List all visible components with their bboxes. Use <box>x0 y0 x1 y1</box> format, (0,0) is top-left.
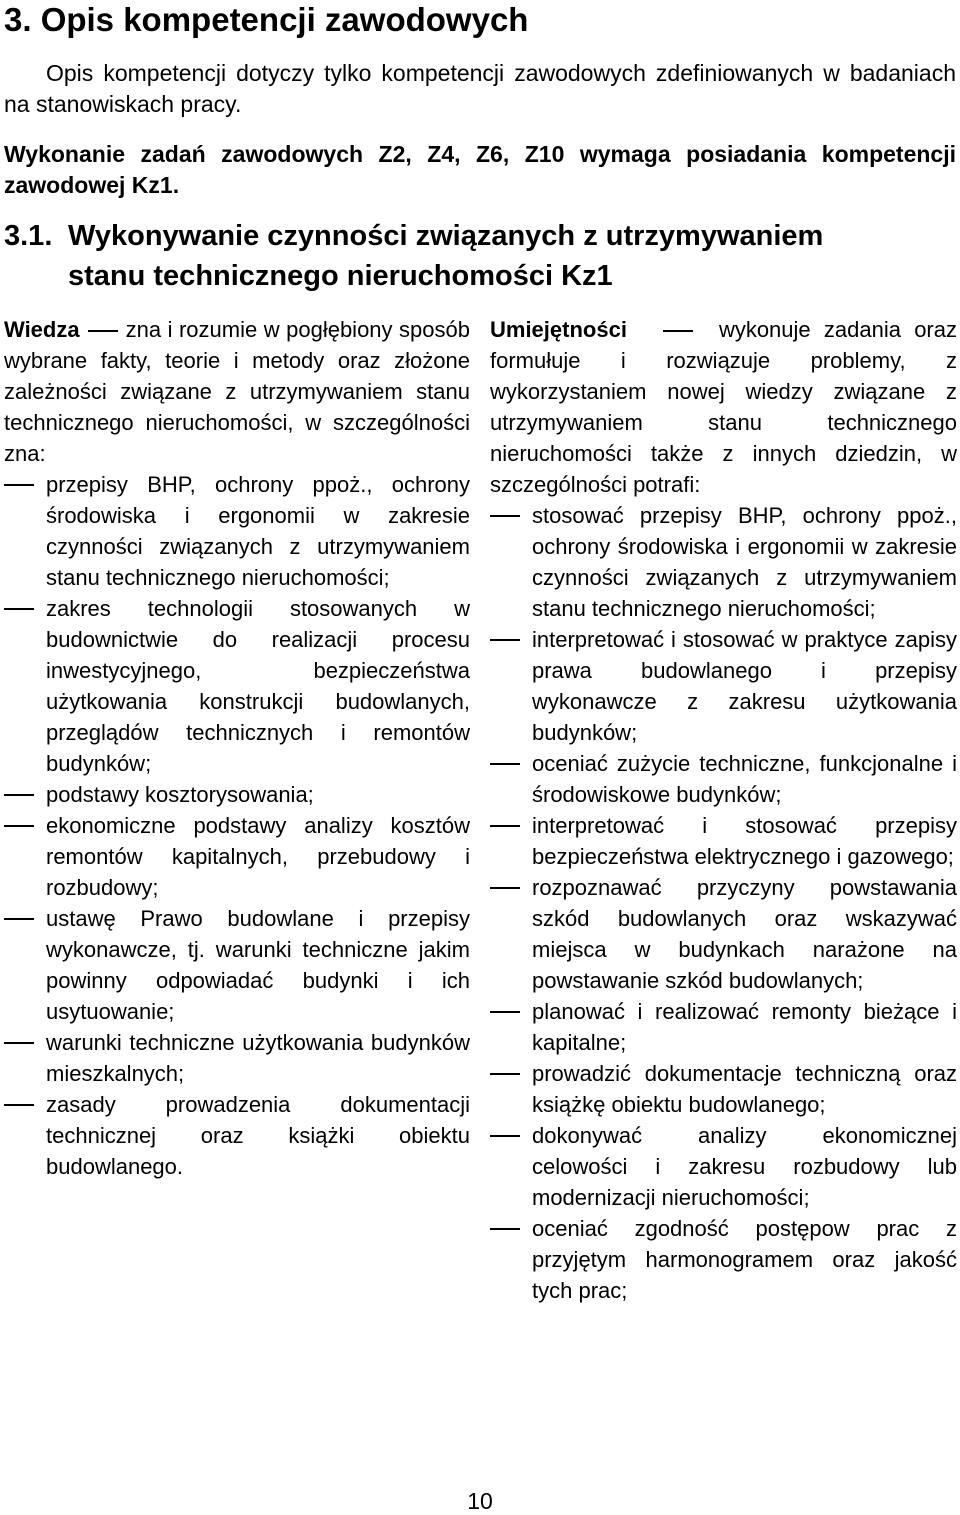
list-item <box>4 1089 470 1182</box>
dash-bullet-icon <box>490 1135 520 1137</box>
dash-bullet-icon <box>490 825 520 827</box>
dash-bullet-icon <box>4 1104 34 1106</box>
list-item <box>490 996 957 1058</box>
list-item <box>490 624 957 748</box>
dash-bullet-icon <box>4 794 34 796</box>
list-item <box>4 903 470 1027</box>
skills-list <box>490 500 957 1306</box>
list-item-text: planować i realizować remonty bieżące i kapitalne; <box>532 999 957 1055</box>
subsection-title-line1: Wykonywanie czynności związanych z utrzymywaniem <box>68 220 824 252</box>
list-item-text: ustawę Prawo budowlane i przepisy wykonawcze, tj. warunki techniczne jakim powinny odpowiadać budynki i ich usytuowanie; <box>46 906 470 1024</box>
list-item-text: rozpoznawać przyczyny powstawania szkód budowlanych oraz wskazywać miejsca w budynkach narażone na powstawanie szkód budowlanych; <box>532 875 957 993</box>
skills-intro-text: wykonuje zadania oraz formułuje i rozwiązuje problemy, z wykorzystaniem nowej wiedzy związane z utrzymywaniem stanu technicznego nieruchomości także z innych dziedzin, w szczególności potrafi: <box>490 317 957 497</box>
dash-bullet-icon <box>4 825 34 827</box>
dash-bullet-icon <box>490 1011 520 1013</box>
subsection-number: 3.1. <box>4 220 53 252</box>
list-item-text: ekonomiczne podstawy analizy kosztów remontów kapitalnych, przebudowy i rozbudowy; <box>46 813 470 900</box>
dash-bullet-icon <box>4 1042 34 1044</box>
list-item-text: prowadzić dokumentacje techniczną oraz książkę obiektu budowlanego; <box>532 1061 957 1117</box>
dash-bullet-icon <box>490 1073 520 1075</box>
list-item <box>4 1027 470 1089</box>
section-title: 3. Opis kompetencji zawodowych <box>4 1 529 38</box>
list-item <box>490 500 957 624</box>
intro-paragraph: Opis kompetencji dotyczy tylko kompetencji zawodowych zdefiniowanych w badaniach na stanowiskach pracy. <box>4 60 956 117</box>
knowledge-intro <box>4 314 470 469</box>
list-item <box>4 810 470 903</box>
knowledge-lead: Wiedza <box>4 317 80 342</box>
knowledge-intro-text: zna i rozumie w pogłębiony sposób wybrane fakty, teorie i metody oraz złożone zależności związane z utrzymywaniem stanu technicznego nieruchomości, w szczególności zna: <box>4 317 470 466</box>
page-number: 10 <box>467 1488 493 1514</box>
em-dash <box>88 330 118 332</box>
list-item <box>4 779 470 810</box>
list-item-text: interpretować i stosować w praktyce zapisy prawa budowlanego i przepisy wykonawcze z zakresu użytkowania budynków; <box>532 627 957 745</box>
skills-column <box>490 314 957 1306</box>
dash-bullet-icon <box>490 639 520 641</box>
list-item <box>490 748 957 810</box>
list-item-text: warunki techniczne użytkowania budynków mieszkalnych; <box>46 1030 470 1086</box>
list-item-text: interpretować i stosować przepisy bezpieczeństwa elektrycznego i gazowego; <box>532 813 957 869</box>
em-dash <box>663 330 693 332</box>
list-item <box>490 1120 957 1213</box>
list-item-text: podstawy kosztorysowania; <box>46 782 314 807</box>
dash-bullet-icon <box>4 608 34 610</box>
subsection-title-line2: stanu technicznego nieruchomości Kz1 <box>68 260 613 292</box>
list-item <box>4 469 470 593</box>
list-item-text: oceniać zgodność postępow prac z przyjętym harmonogramem oraz jakość tych prac; <box>532 1216 957 1303</box>
list-item-text: zasady prowadzenia dokumentacji technicznej oraz książki obiektu budowlanego. <box>46 1092 470 1179</box>
list-item <box>490 810 957 872</box>
list-item <box>4 593 470 779</box>
list-item <box>490 872 957 996</box>
list-item-text: zakres technologii stosowanych w budownictwie do realizacji procesu inwestycyjnego, bezpieczeństwa użytkowania konstrukcji budowlanych, przeglądów technicznych i remontów budynków; <box>46 596 470 776</box>
dash-bullet-icon <box>4 484 34 486</box>
skills-lead: Umiejętności <box>490 317 627 342</box>
bold-paragraph: Wykonanie zadań zawodowych Z2, Z4, Z6, Z10 wymaga posiadania kompetencji zawodowej Kz1. <box>4 141 956 198</box>
list-item-text: oceniać zużycie techniczne, funkcjonalne i środowiskowe budynków; <box>532 751 957 807</box>
knowledge-column <box>4 314 470 1182</box>
list-item-text: przepisy BHP, ochrony ppoż., ochrony środowiska i ergonomii w zakresie czynności związanych z utrzymywaniem stanu technicznego nieruchomości; <box>46 472 470 590</box>
list-item-text: dokonywać analizy ekonomicznej celowości i zakresu rozbudowy lub modernizacji nieruchomości; <box>532 1123 957 1210</box>
list-item-text: stosować przepisy BHP, ochrony ppoż., ochrony środowiska i ergonomii w zakresie czynności związanych z utrzymywaniem stanu technicznego nieruchomości; <box>532 503 957 621</box>
knowledge-list <box>4 469 470 1182</box>
subsection-heading <box>4 216 956 296</box>
dash-bullet-icon <box>4 918 34 920</box>
dash-bullet-icon <box>490 887 520 889</box>
skills-intro <box>490 314 957 500</box>
dash-bullet-icon <box>490 515 520 517</box>
list-item <box>490 1213 957 1306</box>
dash-bullet-icon <box>490 1228 520 1230</box>
dash-bullet-icon <box>490 763 520 765</box>
list-item <box>490 1058 957 1120</box>
